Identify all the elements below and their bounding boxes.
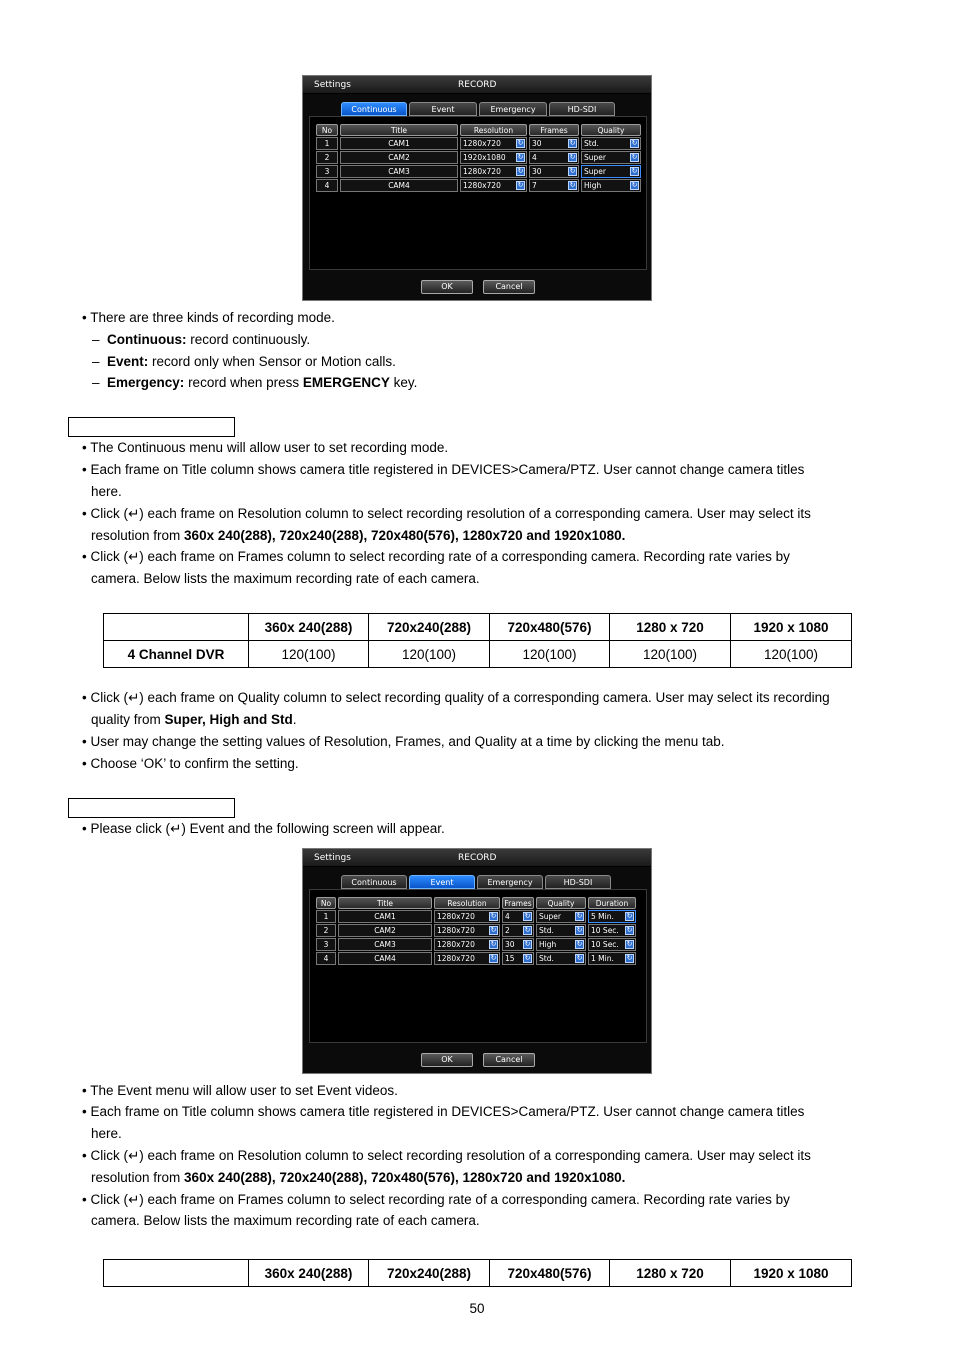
- cycle-icon: ↻: [517, 167, 524, 175]
- cycle-icon: ↻: [569, 167, 576, 175]
- row-no: 4: [316, 952, 336, 965]
- table-header-row: [104, 614, 852, 641]
- ok-button[interactable]: OK: [421, 1053, 473, 1067]
- row-title: CAM2: [338, 924, 432, 937]
- cycle-icon: ↻: [524, 940, 531, 948]
- cycle-icon: ↻: [524, 912, 531, 920]
- col-frames[interactable]: Frames: [502, 897, 534, 909]
- table-header-cell: 1280 x 720: [610, 614, 731, 641]
- row-title: CAM4: [340, 179, 458, 192]
- bullet-continuous-5-cont: quality from Super, High and Std.: [91, 712, 297, 727]
- col-quality[interactable]: Quality: [581, 124, 641, 136]
- row-quality[interactable]: High ↻: [581, 179, 641, 192]
- window-titlebar: [303, 849, 651, 867]
- row-title: CAM3: [340, 165, 458, 178]
- bullet-continuous-5: • Click (↵) each frame on Quality column to select recording quality of a corresponding camera. User may select its recording: [82, 690, 830, 705]
- record-settings-screen-event: [302, 848, 652, 1074]
- cycle-icon: ↻: [490, 926, 497, 934]
- row-quality[interactable]: Std. ↻: [536, 952, 586, 965]
- row-frames[interactable]: 15 ↻: [502, 952, 534, 965]
- cycle-icon: ↻: [626, 954, 633, 962]
- cycle-icon: ↻: [490, 940, 497, 948]
- tab-event[interactable]: Event: [409, 875, 475, 889]
- bullet-continuous-1: • The Continuous menu will allow user to set recording mode.: [82, 440, 449, 455]
- col-resolution[interactable]: Resolution: [434, 897, 500, 909]
- cycle-icon: ↻: [517, 153, 524, 161]
- cycle-icon: ↻: [631, 153, 638, 161]
- col-no: No: [316, 897, 336, 909]
- col-no: No: [316, 124, 338, 136]
- cycle-icon: ↻: [631, 181, 638, 189]
- row-quality[interactable]: Std. ↻: [536, 924, 586, 937]
- tab-continuous[interactable]: Continuous: [341, 875, 407, 889]
- table-header-row: [104, 1260, 852, 1287]
- row-quality[interactable]: High ↻: [536, 938, 586, 951]
- row-no: 2: [316, 151, 338, 164]
- row-no: 4: [316, 179, 338, 192]
- table-cell: 120(100): [490, 641, 610, 668]
- cycle-icon: ↻: [569, 153, 576, 161]
- window-titlebar: [303, 76, 651, 94]
- row-frames[interactable]: 2 ↻: [502, 924, 534, 937]
- table-row: [316, 165, 641, 178]
- row-resolution[interactable]: 1280x720 ↻: [460, 179, 527, 192]
- section-heading-box: [68, 798, 235, 818]
- table-header-cell: [104, 614, 249, 641]
- window-title: Settings: [314, 80, 351, 90]
- max-recording-rate-table-event: [103, 1259, 852, 1287]
- cycle-icon: ↻: [517, 139, 524, 147]
- cycle-icon: ↻: [576, 926, 583, 934]
- row-quality[interactable]: Super ↻: [581, 151, 641, 164]
- record-grid: [314, 896, 638, 966]
- cycle-icon: ↻: [569, 181, 576, 189]
- bullet-continuous-6: • User may change the setting values of Resolution, Frames, and Quality at a time by clicking the menu tab.: [82, 734, 725, 749]
- tab-emergency[interactable]: Emergency: [479, 102, 547, 116]
- cycle-icon: ↻: [524, 954, 531, 962]
- tab-event[interactable]: Event: [409, 102, 477, 116]
- cycle-icon: ↻: [490, 912, 497, 920]
- row-frames[interactable]: 30 ↻: [529, 137, 579, 150]
- table-row: [316, 151, 641, 164]
- table-cell: 120(100): [249, 641, 369, 668]
- tab-hd-sdi[interactable]: HD-SDI: [549, 102, 615, 116]
- record-settings-screen-continuous: [302, 75, 652, 301]
- table-header-cell: 720x240(288): [369, 614, 490, 641]
- table-header-cell: 1920 x 1080: [731, 614, 852, 641]
- col-title[interactable]: Title: [340, 124, 458, 136]
- record-grid-area: [309, 889, 647, 1043]
- table-header-cell: 360x 240(288): [249, 614, 369, 641]
- cycle-icon: ↻: [626, 926, 633, 934]
- bullet-continuous-2-cont: here.: [91, 484, 122, 499]
- table-header-cell: 360x 240(288): [249, 1260, 369, 1287]
- mode-event: – Event: record only when Sensor or Motion calls.: [92, 354, 396, 369]
- row-resolution[interactable]: 1280x720 ↻: [434, 910, 500, 923]
- table-row: [316, 952, 636, 965]
- row-frames[interactable]: 30 ↻: [529, 165, 579, 178]
- table-row: [316, 137, 641, 150]
- bullet-continuous-3: • Click (↵) each frame on Resolution column to select recording resolution of a corresponding camera. User may select its: [82, 506, 811, 521]
- cancel-button[interactable]: Cancel: [483, 1053, 535, 1067]
- bullet-event-3-cont: resolution from 360x 240(288), 720x240(288), 720x480(576), 1280x720 and 1920x1080.: [91, 1170, 626, 1185]
- table-header-cell: 720x480(576): [490, 614, 610, 641]
- tab-bar: [341, 102, 615, 116]
- tab-emergency[interactable]: Emergency: [477, 875, 543, 889]
- mode-emergency: – Emergency: record when press EMERGENCY key.: [92, 375, 418, 390]
- bullet-continuous-3-cont: resolution from 360x 240(288), 720x240(288), 720x480(576), 1280x720 and 1920x1080.: [91, 528, 626, 543]
- col-title[interactable]: Title: [338, 897, 432, 909]
- cycle-icon: ↻: [576, 912, 583, 920]
- dialog-buttons: [303, 1053, 651, 1067]
- row-duration[interactable]: 1 Min. ↻: [588, 952, 636, 965]
- window-subtitle: RECORD: [458, 80, 497, 90]
- row-frames[interactable]: 4 ↻: [502, 910, 534, 923]
- col-quality[interactable]: Quality: [536, 897, 586, 909]
- row-frames[interactable]: 4 ↻: [529, 151, 579, 164]
- table-cell: 120(100): [731, 641, 852, 668]
- row-duration[interactable]: 10 Sec. ↻: [588, 924, 636, 937]
- cycle-icon: ↻: [626, 912, 633, 920]
- table-header-cell: [104, 1260, 249, 1287]
- cycle-icon: ↻: [626, 940, 633, 948]
- max-recording-rate-table: [103, 613, 852, 668]
- row-title: CAM1: [338, 910, 432, 923]
- cycle-icon: ↻: [524, 926, 531, 934]
- col-duration[interactable]: Duration: [588, 897, 636, 909]
- table-header-cell: 1280 x 720: [610, 1260, 731, 1287]
- dialog-buttons: [303, 280, 651, 294]
- table-row: [316, 179, 641, 192]
- row-title: CAM4: [338, 952, 432, 965]
- bullet-event-4: • Click (↵) each frame on Frames column to select recording rate of a corresponding camera. Recording rate varies by: [82, 1192, 790, 1207]
- record-grid: [314, 123, 643, 193]
- row-no: 1: [316, 137, 338, 150]
- window-subtitle: RECORD: [458, 853, 497, 863]
- section-heading-box: [68, 417, 235, 437]
- table-row: [316, 910, 636, 923]
- row-title: CAM1: [340, 137, 458, 150]
- row-no: 1: [316, 910, 336, 923]
- bullet-continuous-2: • Each frame on Title column shows camera title registered in DEVICES>Camera/PTZ. User cannot change camera titles: [82, 462, 805, 477]
- cycle-icon: ↻: [517, 181, 524, 189]
- table-row: [104, 641, 852, 668]
- row-frames[interactable]: 7 ↻: [529, 179, 579, 192]
- table-row: [316, 938, 636, 951]
- row-resolution[interactable]: 1280x720 ↻: [460, 165, 527, 178]
- table-header-cell: 720x480(576): [490, 1260, 610, 1287]
- row-quality[interactable]: Super ↻: [581, 165, 641, 178]
- table-row: [316, 924, 636, 937]
- bullet-continuous-4-cont: camera. Below lists the maximum recording rate of each camera.: [91, 571, 480, 586]
- table-cell: 120(100): [369, 641, 490, 668]
- tab-continuous[interactable]: Continuous: [341, 102, 407, 116]
- record-grid-area: [309, 116, 647, 270]
- window-title: Settings: [314, 853, 351, 863]
- ok-button[interactable]: OK: [421, 280, 473, 294]
- row-resolution[interactable]: 1280x720 ↻: [460, 137, 527, 150]
- bullet-recording-modes: • There are three kinds of recording mode.: [82, 310, 335, 325]
- row-quality[interactable]: Super ↻: [536, 910, 586, 923]
- mode-continuous: – Continuous: record continuously.: [92, 332, 311, 347]
- row-duration[interactable]: 10 Sec. ↻: [588, 938, 636, 951]
- bullet-event-3: • Click (↵) each frame on Resolution column to select recording resolution of a corresponding camera. User may select its: [82, 1148, 811, 1163]
- bullet-continuous-4: • Click (↵) each frame on Frames column to select recording rate of a corresponding camera. Recording rate varies by: [82, 549, 790, 564]
- col-resolution[interactable]: Resolution: [460, 124, 527, 136]
- row-frames[interactable]: 30 ↻: [502, 938, 534, 951]
- tab-bar: [341, 875, 611, 889]
- row-no: 2: [316, 924, 336, 937]
- row-title: CAM3: [338, 938, 432, 951]
- cycle-icon: ↻: [576, 940, 583, 948]
- row-resolution[interactable]: 1280x720 ↻: [434, 924, 500, 937]
- row-resolution[interactable]: 1280x720 ↻: [434, 952, 500, 965]
- bullet-event-intro: • Please click (↵) Event and the following screen will appear.: [82, 821, 445, 836]
- cancel-button[interactable]: Cancel: [483, 280, 535, 294]
- row-no: 3: [316, 165, 338, 178]
- row-no: 3: [316, 938, 336, 951]
- row-resolution[interactable]: 1280x720 ↻: [434, 938, 500, 951]
- bullet-continuous-7: • Choose ‘OK’ to confirm the setting.: [82, 756, 299, 771]
- cycle-icon: ↻: [631, 167, 638, 175]
- cycle-icon: ↻: [631, 139, 638, 147]
- cycle-icon: ↻: [569, 139, 576, 147]
- row-duration[interactable]: 5 Min. ↻: [588, 910, 636, 923]
- tab-hd-sdi[interactable]: HD-SDI: [545, 875, 611, 889]
- bullet-event-2-cont: here.: [91, 1126, 122, 1141]
- table-cell: 120(100): [610, 641, 731, 668]
- col-frames[interactable]: Frames: [529, 124, 579, 136]
- row-title: CAM2: [340, 151, 458, 164]
- page-number: 50: [469, 1301, 485, 1316]
- table-header-cell: 720x240(288): [369, 1260, 490, 1287]
- row-resolution[interactable]: 1920x1080 ↻: [460, 151, 527, 164]
- table-header-cell: 1920 x 1080: [731, 1260, 852, 1287]
- cycle-icon: ↻: [490, 954, 497, 962]
- bullet-event-1: • The Event menu will allow user to set Event videos.: [82, 1083, 398, 1098]
- row-quality[interactable]: Std. ↻: [581, 137, 641, 150]
- table-row-label: 4 Channel DVR: [104, 641, 249, 668]
- cycle-icon: ↻: [576, 954, 583, 962]
- bullet-event-4-cont: camera. Below lists the maximum recording rate of each camera.: [91, 1213, 480, 1228]
- bullet-event-2: • Each frame on Title column shows camera title registered in DEVICES>Camera/PTZ. User cannot change camera titles: [82, 1104, 805, 1119]
